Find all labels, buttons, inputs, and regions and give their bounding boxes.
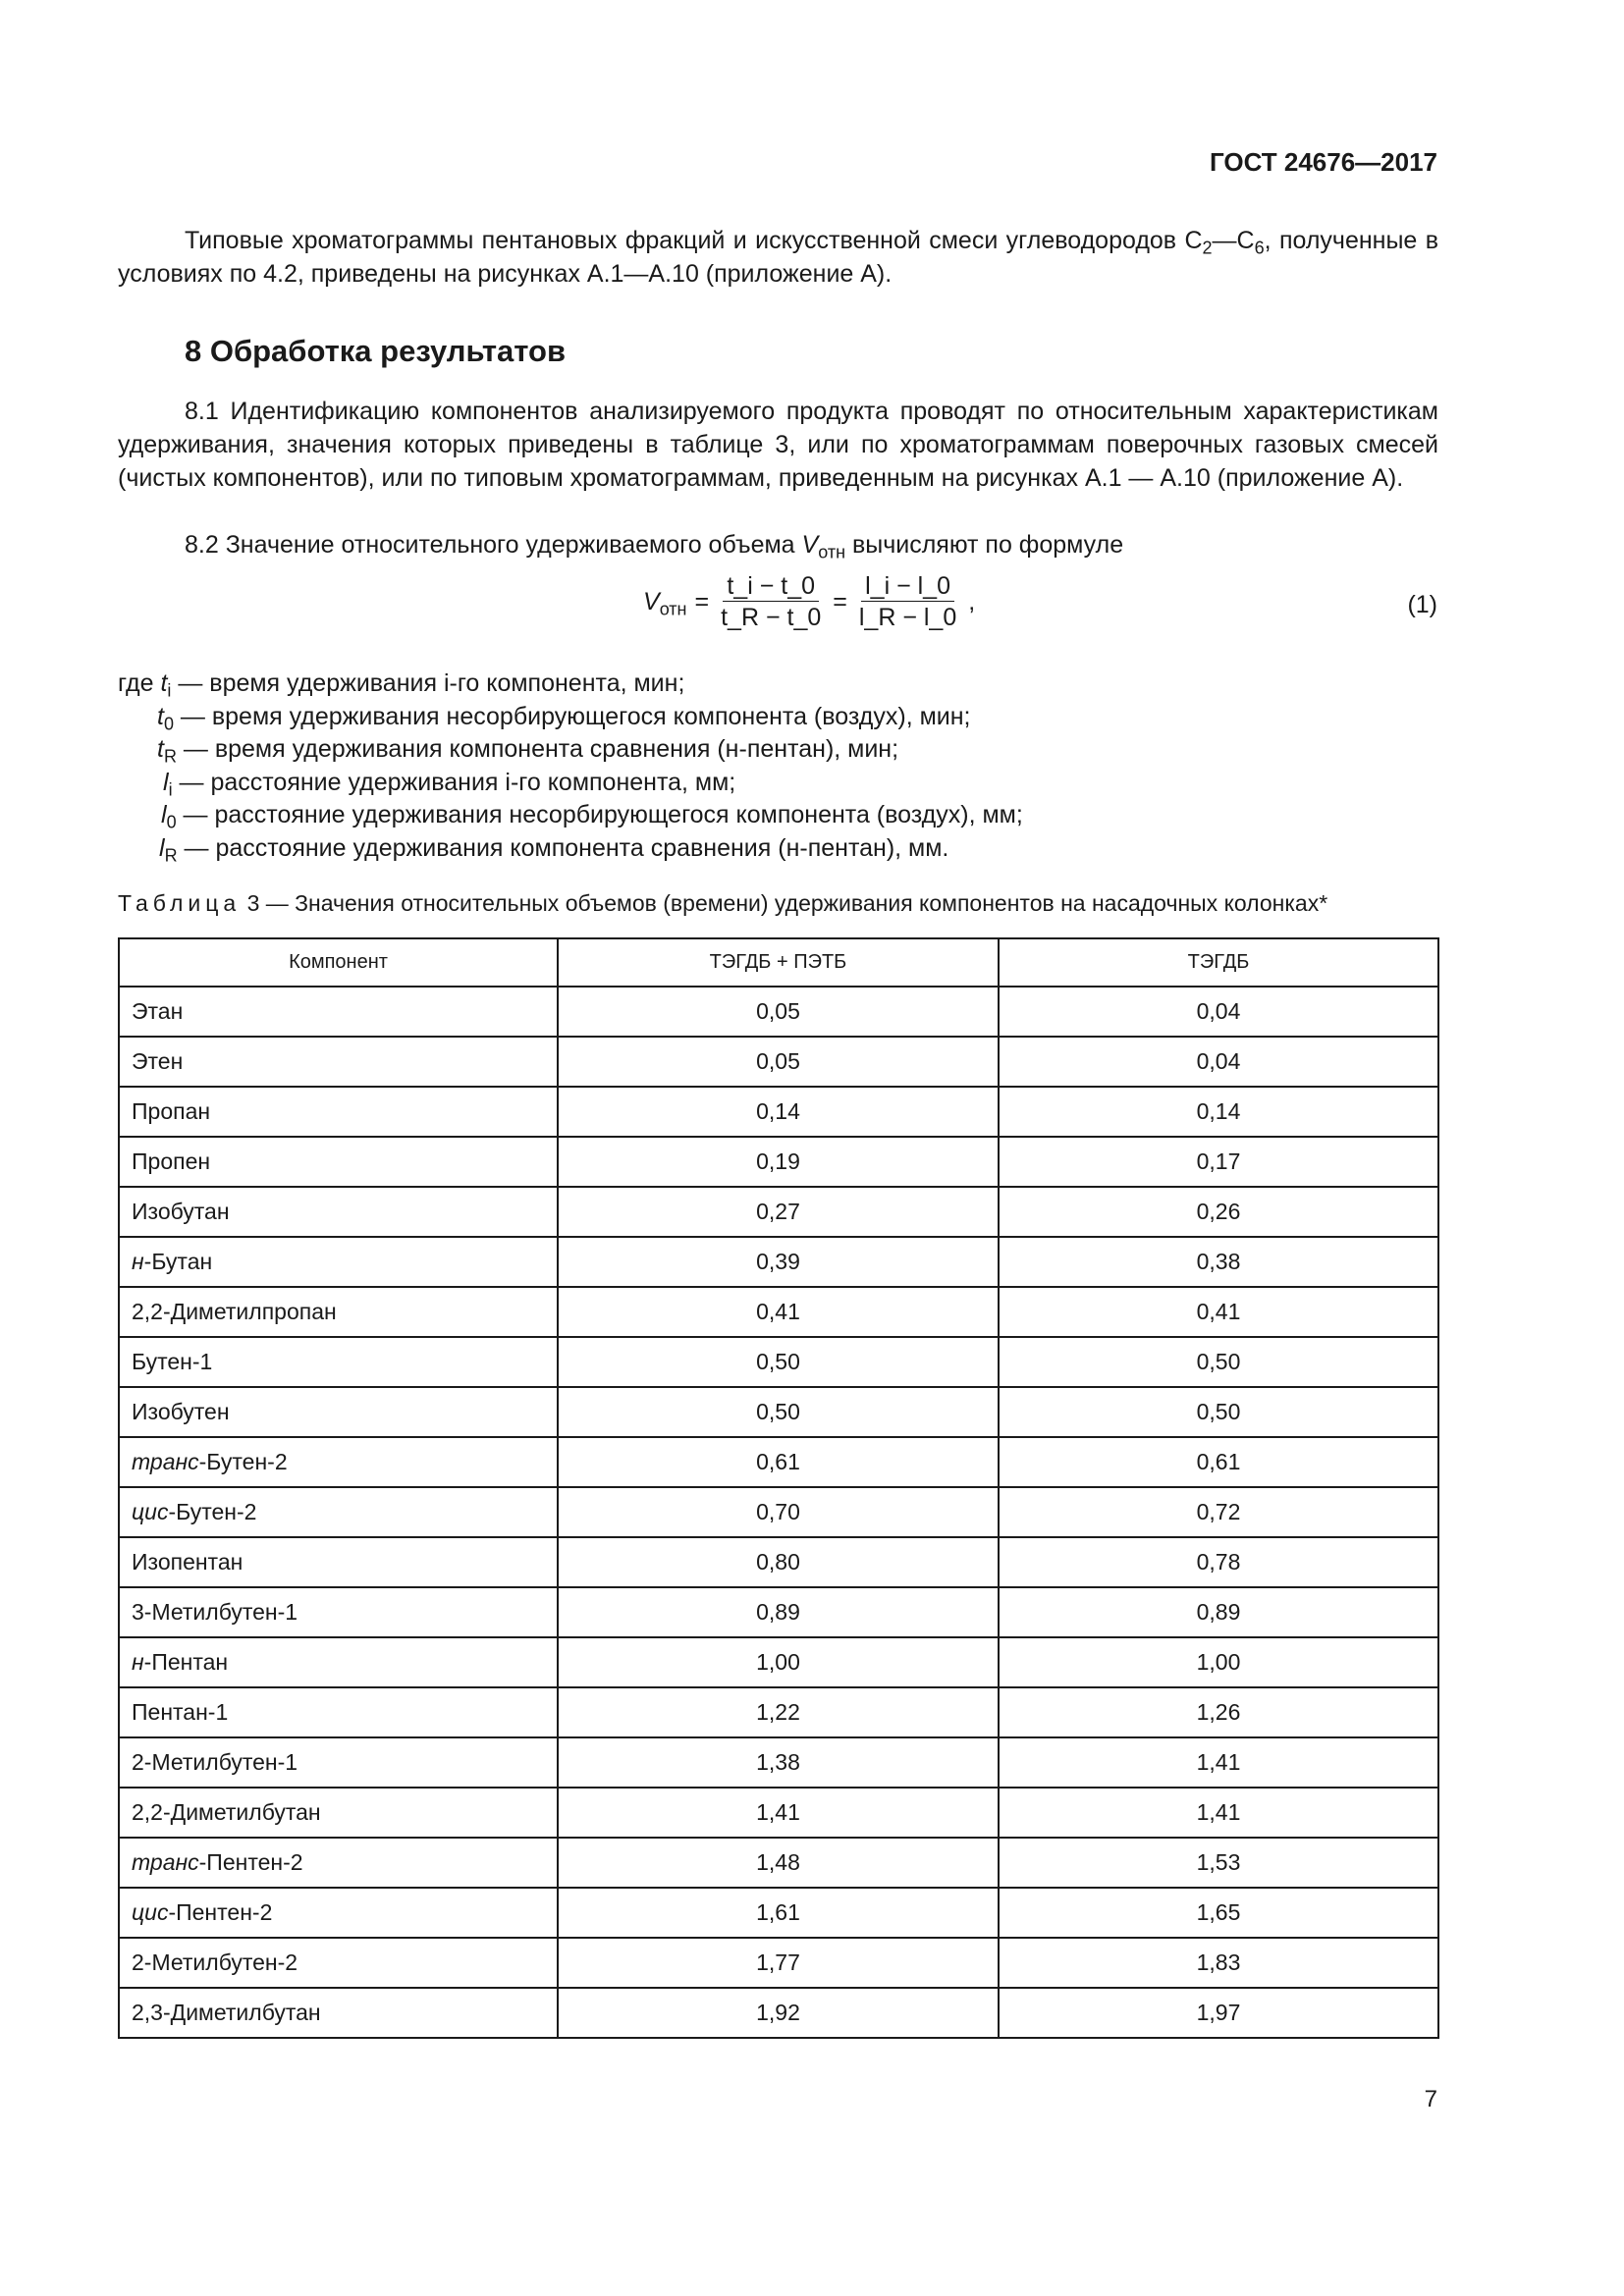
numerator: t_i − t_0 xyxy=(723,571,819,602)
component-name: Этан xyxy=(132,998,184,1024)
component-cell xyxy=(119,1037,558,1087)
component-cell xyxy=(119,1087,558,1137)
component-cell xyxy=(119,1637,558,1687)
component-name: 2,2-Диметилбутан xyxy=(132,1799,321,1825)
table-row xyxy=(119,987,1438,1037)
value-tegdb-petb: 0,50 xyxy=(558,1387,999,1437)
component-cell xyxy=(119,1337,558,1387)
component-name: -Пентан xyxy=(143,1649,229,1675)
component-cell xyxy=(119,1988,558,2038)
component-name: Изобутан xyxy=(132,1199,230,1224)
definition-text: — расстояние удерживания компонента сравнения (н-пентан), мм. xyxy=(177,833,949,862)
component-name: 2-Метилбутен-2 xyxy=(132,1949,298,1975)
value-tegdb-petb: 0,19 xyxy=(558,1137,999,1187)
definition-item xyxy=(118,832,1023,866)
definition-subscript: R xyxy=(163,746,177,767)
intro-text: —С xyxy=(1212,227,1255,254)
value-tegdb-petb: 0,70 xyxy=(558,1487,999,1537)
table-row xyxy=(119,1938,1438,1988)
definition-text: — расстояние удерживания несорбирующегося компонента (воздух), мм; xyxy=(176,801,1023,828)
value-tegdb-petb: 1,92 xyxy=(558,1988,999,2038)
component-name: 2-Метилбутен-1 xyxy=(132,1749,298,1775)
table-row xyxy=(119,1337,1438,1387)
caption-label: Таблица xyxy=(118,890,242,916)
table-row xyxy=(119,1737,1438,1788)
value-tegdb: 0,04 xyxy=(999,987,1438,1037)
component-cell xyxy=(119,1888,558,1938)
component-name: -Бутен-2 xyxy=(168,1499,257,1524)
comma: , xyxy=(968,588,976,615)
component-cell xyxy=(119,1687,558,1737)
value-tegdb-petb: 1,41 xyxy=(558,1788,999,1838)
value-tegdb: 0,17 xyxy=(999,1137,1438,1187)
value-tegdb: 0,26 xyxy=(999,1187,1438,1237)
component-cell xyxy=(119,1788,558,1838)
definition-item xyxy=(118,701,1023,734)
value-tegdb-petb: 0,39 xyxy=(558,1237,999,1287)
value-tegdb: 0,50 xyxy=(999,1337,1438,1387)
table-row xyxy=(119,1137,1438,1187)
p82-var: V xyxy=(801,531,819,559)
definition-symbol: l xyxy=(163,768,169,796)
value-tegdb: 1,83 xyxy=(999,1938,1438,1988)
component-name: 2,2-Диметилпропан xyxy=(132,1299,337,1324)
formula-sub: отн xyxy=(659,599,687,619)
formula xyxy=(643,571,975,633)
value-tegdb-petb: 1,61 xyxy=(558,1888,999,1938)
value-tegdb: 0,38 xyxy=(999,1237,1438,1287)
table-row xyxy=(119,1487,1438,1537)
component-name: Пропан xyxy=(132,1098,211,1124)
value-tegdb-petb: 0,89 xyxy=(558,1587,999,1637)
value-tegdb: 0,50 xyxy=(999,1387,1438,1437)
value-tegdb: 0,72 xyxy=(999,1487,1438,1537)
paragraph-8-2 xyxy=(118,528,1438,561)
value-tegdb-petb: 1,22 xyxy=(558,1687,999,1737)
definition-item xyxy=(118,799,1023,832)
value-tegdb: 1,41 xyxy=(999,1788,1438,1838)
definition-item xyxy=(118,767,1023,800)
value-tegdb: 1,00 xyxy=(999,1637,1438,1687)
table-row xyxy=(119,1087,1438,1137)
value-tegdb: 0,04 xyxy=(999,1037,1438,1087)
component-name: -Бутан xyxy=(143,1249,213,1274)
definition-symbol: t xyxy=(157,702,164,730)
value-tegdb-petb: 0,05 xyxy=(558,987,999,1037)
value-tegdb-petb: 0,61 xyxy=(558,1437,999,1487)
value-tegdb: 0,14 xyxy=(999,1087,1438,1137)
component-cell xyxy=(119,1437,558,1487)
value-tegdb: 0,78 xyxy=(999,1537,1438,1587)
definition-symbol: l xyxy=(159,833,165,862)
value-tegdb-petb: 1,38 xyxy=(558,1737,999,1788)
component-cell xyxy=(119,1137,558,1187)
definition-item xyxy=(118,733,1023,767)
table-row xyxy=(119,1988,1438,2038)
component-name: Этен xyxy=(132,1048,184,1074)
definition-text: — время удерживания i-го компонента, мин; xyxy=(171,669,685,697)
component-name: Пентан-1 xyxy=(132,1699,229,1725)
denominator: t_R − t_0 xyxy=(721,604,822,631)
definition-subscript: 0 xyxy=(163,713,174,733)
value-tegdb-petb: 1,00 xyxy=(558,1637,999,1687)
table-row xyxy=(119,1437,1438,1487)
component-prefix: н xyxy=(132,1649,144,1675)
definition-subscript: R xyxy=(164,844,178,865)
table-row xyxy=(119,1587,1438,1637)
component-name: Изопентан xyxy=(132,1549,244,1575)
value-tegdb-petb: 0,50 xyxy=(558,1337,999,1387)
table-header-row xyxy=(119,938,1438,987)
column-header: ТЭГДБ xyxy=(999,938,1438,987)
value-tegdb: 0,89 xyxy=(999,1587,1438,1637)
component-name: Пропен xyxy=(132,1148,211,1174)
page-number: 7 xyxy=(1424,2086,1437,2112)
table-row xyxy=(119,1788,1438,1838)
table-row xyxy=(119,1237,1438,1287)
formula-lhs xyxy=(643,588,687,619)
definition-subscript: i xyxy=(167,680,172,701)
component-prefix: цис xyxy=(132,1499,169,1524)
table-row xyxy=(119,1037,1438,1087)
value-tegdb: 0,41 xyxy=(999,1287,1438,1337)
value-tegdb: 1,41 xyxy=(999,1737,1438,1788)
definition-symbol: t xyxy=(157,735,164,763)
definition-item xyxy=(118,667,1023,701)
value-tegdb-petb: 1,77 xyxy=(558,1938,999,1988)
retention-table xyxy=(118,937,1439,2039)
fraction-distance xyxy=(855,571,960,633)
value-tegdb-petb: 0,27 xyxy=(558,1187,999,1237)
intro-sub: 2 xyxy=(1202,238,1213,258)
component-cell xyxy=(119,1587,558,1637)
p82-tail: вычисляют по формуле xyxy=(845,531,1124,559)
component-cell xyxy=(119,1838,558,1888)
column-header: Компонент xyxy=(119,938,558,987)
component-cell xyxy=(119,1387,558,1437)
p82-text: 8.2 Значение относительного удерживаемого объема xyxy=(185,531,802,559)
equals-sign: = xyxy=(833,588,847,615)
fraction-time xyxy=(717,571,825,633)
value-tegdb-petb: 1,48 xyxy=(558,1838,999,1888)
component-cell xyxy=(119,1938,558,1988)
table-row xyxy=(119,1537,1438,1587)
component-name: -Пентен-2 xyxy=(198,1849,303,1875)
table-row xyxy=(119,1187,1438,1237)
component-cell xyxy=(119,1537,558,1587)
component-cell xyxy=(119,1237,558,1287)
component-name: 2,3-Диметилбутан xyxy=(132,2000,321,2025)
definition-subscript: 0 xyxy=(166,812,177,832)
definition-symbol: l xyxy=(161,801,167,828)
value-tegdb-petb: 0,14 xyxy=(558,1087,999,1137)
value-tegdb: 1,26 xyxy=(999,1687,1438,1737)
component-name: -Бутен-2 xyxy=(198,1449,288,1474)
value-tegdb-petb: 0,41 xyxy=(558,1287,999,1337)
definitions-list xyxy=(118,667,1023,865)
value-tegdb: 0,61 xyxy=(999,1437,1438,1487)
denominator: l_R − l_0 xyxy=(858,604,957,631)
definition-text: — время удерживания несорбирующегося компонента (воздух), мин; xyxy=(173,702,971,730)
component-name: Изобутен xyxy=(132,1399,230,1424)
numerator: l_i − l_0 xyxy=(861,571,954,602)
table-row xyxy=(119,1287,1438,1337)
value-tegdb-petb: 0,05 xyxy=(558,1037,999,1087)
document-id: ГОСТ 24676—2017 xyxy=(1210,147,1437,177)
definition-prefix: где xyxy=(118,669,161,697)
definition-text: — время удерживания компонента сравнения (н-пентан), мин; xyxy=(176,735,899,763)
value-tegdb: 1,53 xyxy=(999,1838,1438,1888)
component-cell xyxy=(119,1737,558,1788)
value-tegdb-petb: 0,80 xyxy=(558,1537,999,1587)
table-row xyxy=(119,1838,1438,1888)
component-prefix: н xyxy=(132,1249,144,1274)
component-prefix: транс xyxy=(132,1449,199,1474)
intro-paragraph xyxy=(118,224,1438,291)
component-cell xyxy=(119,1487,558,1537)
column-header: ТЭГДБ + ПЭТБ xyxy=(558,938,999,987)
definition-subscript: i xyxy=(168,778,173,799)
component-prefix: цис xyxy=(132,1899,169,1925)
formula-var: V xyxy=(643,588,660,615)
component-name: 3-Метилбутен-1 xyxy=(132,1599,298,1625)
equation-number: (1) xyxy=(1407,591,1437,618)
component-name: -Пентен-2 xyxy=(168,1899,273,1925)
value-tegdb: 1,65 xyxy=(999,1888,1438,1938)
table-row xyxy=(119,1687,1438,1737)
table-row xyxy=(119,1637,1438,1687)
component-cell xyxy=(119,1187,558,1237)
component-cell xyxy=(119,1287,558,1337)
value-tegdb: 1,97 xyxy=(999,1988,1438,2038)
table-row xyxy=(119,1888,1438,1938)
equals-sign: = xyxy=(694,588,710,615)
definition-text: — расстояние удерживания i-го компонента, мм; xyxy=(172,768,736,796)
intro-text: , полученные в условиях по 4.2, приведены на рисунках А.1—А.10 (приложение А). xyxy=(118,227,1438,288)
caption-text: 3 — Значения относительных объемов (времени) удерживания компонентов на насадочных колонках* xyxy=(246,890,1328,916)
component-name: Бутен-1 xyxy=(132,1349,213,1374)
component-cell xyxy=(119,987,558,1037)
definition-symbol: t xyxy=(160,669,168,697)
paragraph-8-1: 8.1 Идентификацию компонентов анализируемого продукта проводят по относительным характеристикам удерживания, значения которых приведены в таблице 3, или по хроматограммам поверочных газовых смесей (чистых компонентов), или по типовым хроматограммам, приведенным на рисунках А.1 — А.10 (приложение А). xyxy=(118,398,1438,492)
component-prefix: транс xyxy=(132,1849,199,1875)
p82-sub: отн xyxy=(818,542,846,562)
intro-sub: 6 xyxy=(1254,238,1265,258)
table-row xyxy=(119,1387,1438,1437)
intro-text: Типовые хроматограммы пентановых фракций и искусственной смеси углеводородов С xyxy=(185,227,1203,254)
section-title: 8 Обработка результатов xyxy=(185,334,567,368)
table-caption xyxy=(118,890,1327,917)
